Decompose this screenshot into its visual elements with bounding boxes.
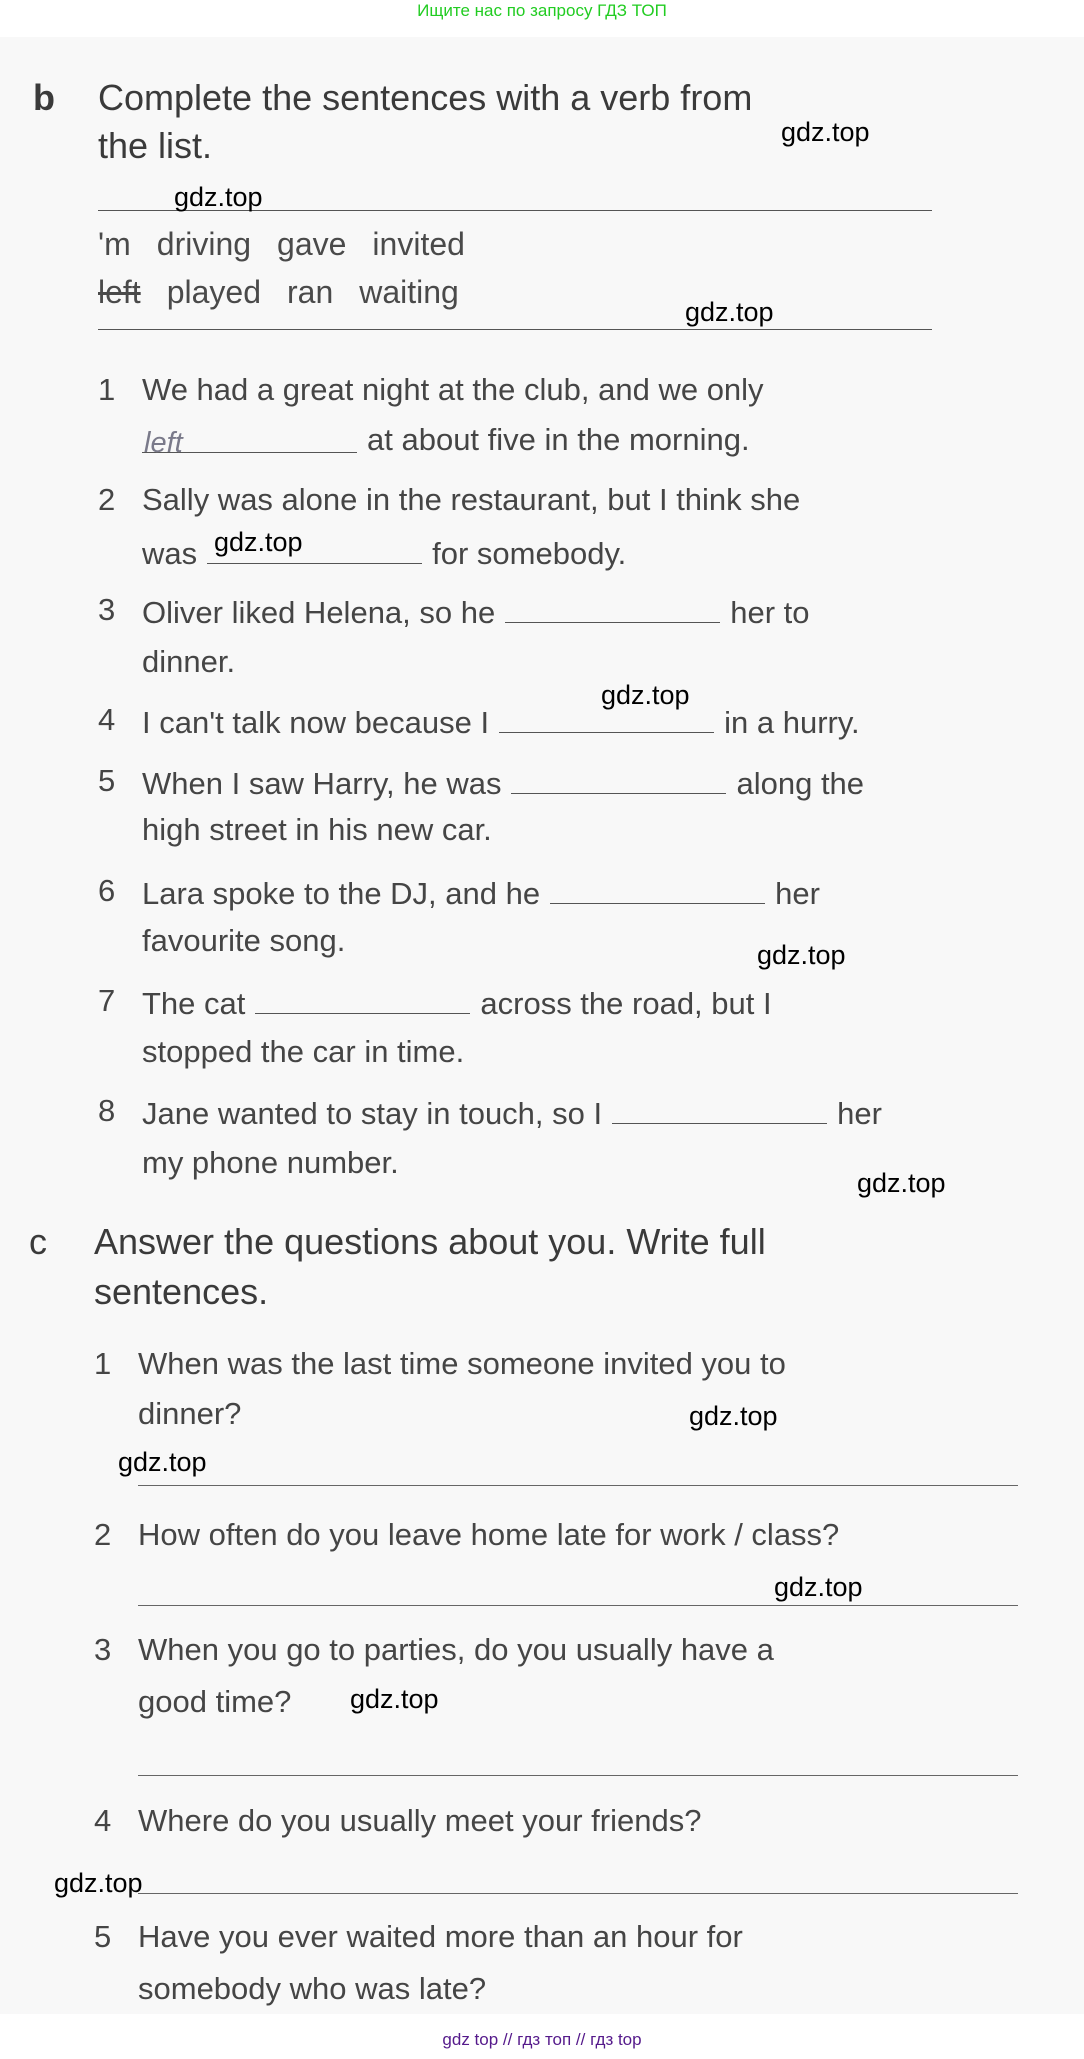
item-text-part: The cat: [142, 986, 246, 1021]
answer-blank[interactable]: [142, 424, 357, 459]
answer-blank[interactable]: [550, 875, 765, 904]
answer-line[interactable]: [138, 1605, 1018, 1606]
item-text-part: for somebody.: [432, 536, 627, 571]
watermark: gdz.top: [214, 527, 303, 557]
question-text: How often do you leave home late for work / class?: [138, 1517, 840, 1552]
item-text-part: at about five in the morning.: [367, 422, 750, 457]
item-text: high street in his new car.: [142, 812, 492, 847]
question-text: When was the last time someone invited you to: [138, 1346, 786, 1381]
word: gave: [277, 226, 347, 262]
question-text: Have you ever waited more than an hour for: [138, 1919, 743, 1954]
section-b-letter: b: [33, 77, 55, 118]
answer-line[interactable]: [138, 1893, 1018, 1894]
item-number: 1: [94, 1346, 112, 1381]
item-text: stopped the car in time.: [142, 1034, 465, 1069]
question-text: dinner?: [138, 1396, 242, 1431]
item-text: [142, 704, 860, 738]
word-crossed-out: left: [98, 274, 141, 310]
answer-blank[interactable]: [511, 765, 726, 794]
item-text: [142, 875, 820, 909]
word: invited: [372, 226, 465, 262]
section-c-title: Answer the questions about you. Write full: [94, 1221, 766, 1262]
word: 'm: [98, 226, 131, 262]
answer-line[interactable]: [138, 1485, 1018, 1486]
item-number: 2: [94, 1517, 112, 1552]
item-number: 3: [98, 592, 116, 627]
item-number: 6: [98, 873, 116, 908]
watermark: gdz.top: [774, 1572, 863, 1602]
word: driving: [156, 226, 252, 262]
watermark: gdz.top: [757, 940, 846, 970]
watermark: gdz.top: [350, 1684, 439, 1714]
word-list-row: [98, 228, 491, 260]
item-text: [142, 594, 810, 628]
item-number: 7: [98, 983, 116, 1018]
word: played: [166, 274, 261, 310]
item-text: We had a great night at the club, and we only: [142, 372, 764, 407]
word: ran: [286, 274, 334, 310]
item-text-part: Oliver liked Helena, so he: [142, 595, 496, 630]
search-banner[interactable]: Ищите нас по запросу ГДЗ ТОП: [417, 1, 667, 20]
item-text: [142, 985, 772, 1019]
item-number: 8: [98, 1093, 116, 1128]
item-text-part: When I saw Harry, he was: [142, 766, 502, 801]
word-list-row: [98, 276, 485, 308]
item-text-part: along the: [736, 766, 865, 801]
question-text: good time?: [138, 1684, 292, 1719]
item-text: [142, 765, 864, 799]
answer-blank[interactable]: [255, 985, 470, 1014]
question-text: somebody who was late?: [138, 1971, 487, 2006]
item-text-part: her: [775, 876, 820, 911]
item-text-part: across the road, but I: [480, 986, 772, 1021]
sample-answer: left: [144, 427, 183, 459]
section-b-title-2: the list.: [98, 125, 213, 166]
watermark: gdz.top: [174, 182, 263, 212]
item-text: [142, 422, 750, 459]
word: waiting: [359, 274, 459, 310]
watermark: gdz.top: [689, 1401, 778, 1431]
item-number: 2: [98, 482, 116, 517]
section-c-title-2: sentences.: [94, 1271, 269, 1312]
item-text-part: her: [837, 1096, 882, 1131]
section-b-title: Complete the sentences with a verb from: [98, 77, 753, 118]
item-number: 5: [94, 1919, 112, 1954]
item-text-part: Jane wanted to stay in touch, so I: [142, 1096, 603, 1131]
answer-blank[interactable]: [505, 594, 720, 623]
footer-links[interactable]: gdz top // гдз топ // гдз top: [442, 2030, 642, 2049]
item-text-part: in a hurry.: [724, 705, 860, 740]
question-text: Where do you usually meet your friends?: [138, 1803, 702, 1838]
item-text: dinner.: [142, 644, 236, 679]
item-text-part: I can't talk now because I: [142, 705, 490, 740]
item-text-part: Lara spoke to the DJ, and he: [142, 876, 541, 911]
question-text: When you go to parties, do you usually have a: [138, 1632, 774, 1667]
item-text-part: was: [142, 536, 198, 571]
watermark: gdz.top: [601, 680, 690, 710]
watermark: gdz.top: [118, 1447, 207, 1477]
item-number: 3: [94, 1632, 112, 1667]
watermark: gdz.top: [781, 117, 870, 147]
answer-blank[interactable]: [612, 1095, 827, 1124]
answer-line[interactable]: [138, 1775, 1018, 1776]
item-text: Sally was alone in the restaurant, but I think she: [142, 482, 801, 517]
item-number: 4: [94, 1803, 112, 1838]
item-text: my phone number.: [142, 1145, 399, 1180]
watermark: gdz.top: [54, 1868, 143, 1898]
watermark: gdz.top: [685, 297, 774, 327]
item-text: favourite song.: [142, 923, 346, 958]
section-c-letter: c: [29, 1221, 47, 1262]
divider: [98, 329, 932, 330]
watermark: gdz.top: [857, 1168, 946, 1198]
item-number: 1: [98, 372, 116, 407]
item-text-part: her to: [730, 595, 810, 630]
item-number: 4: [98, 702, 116, 737]
item-number: 5: [98, 763, 116, 798]
item-text: [142, 1095, 882, 1129]
